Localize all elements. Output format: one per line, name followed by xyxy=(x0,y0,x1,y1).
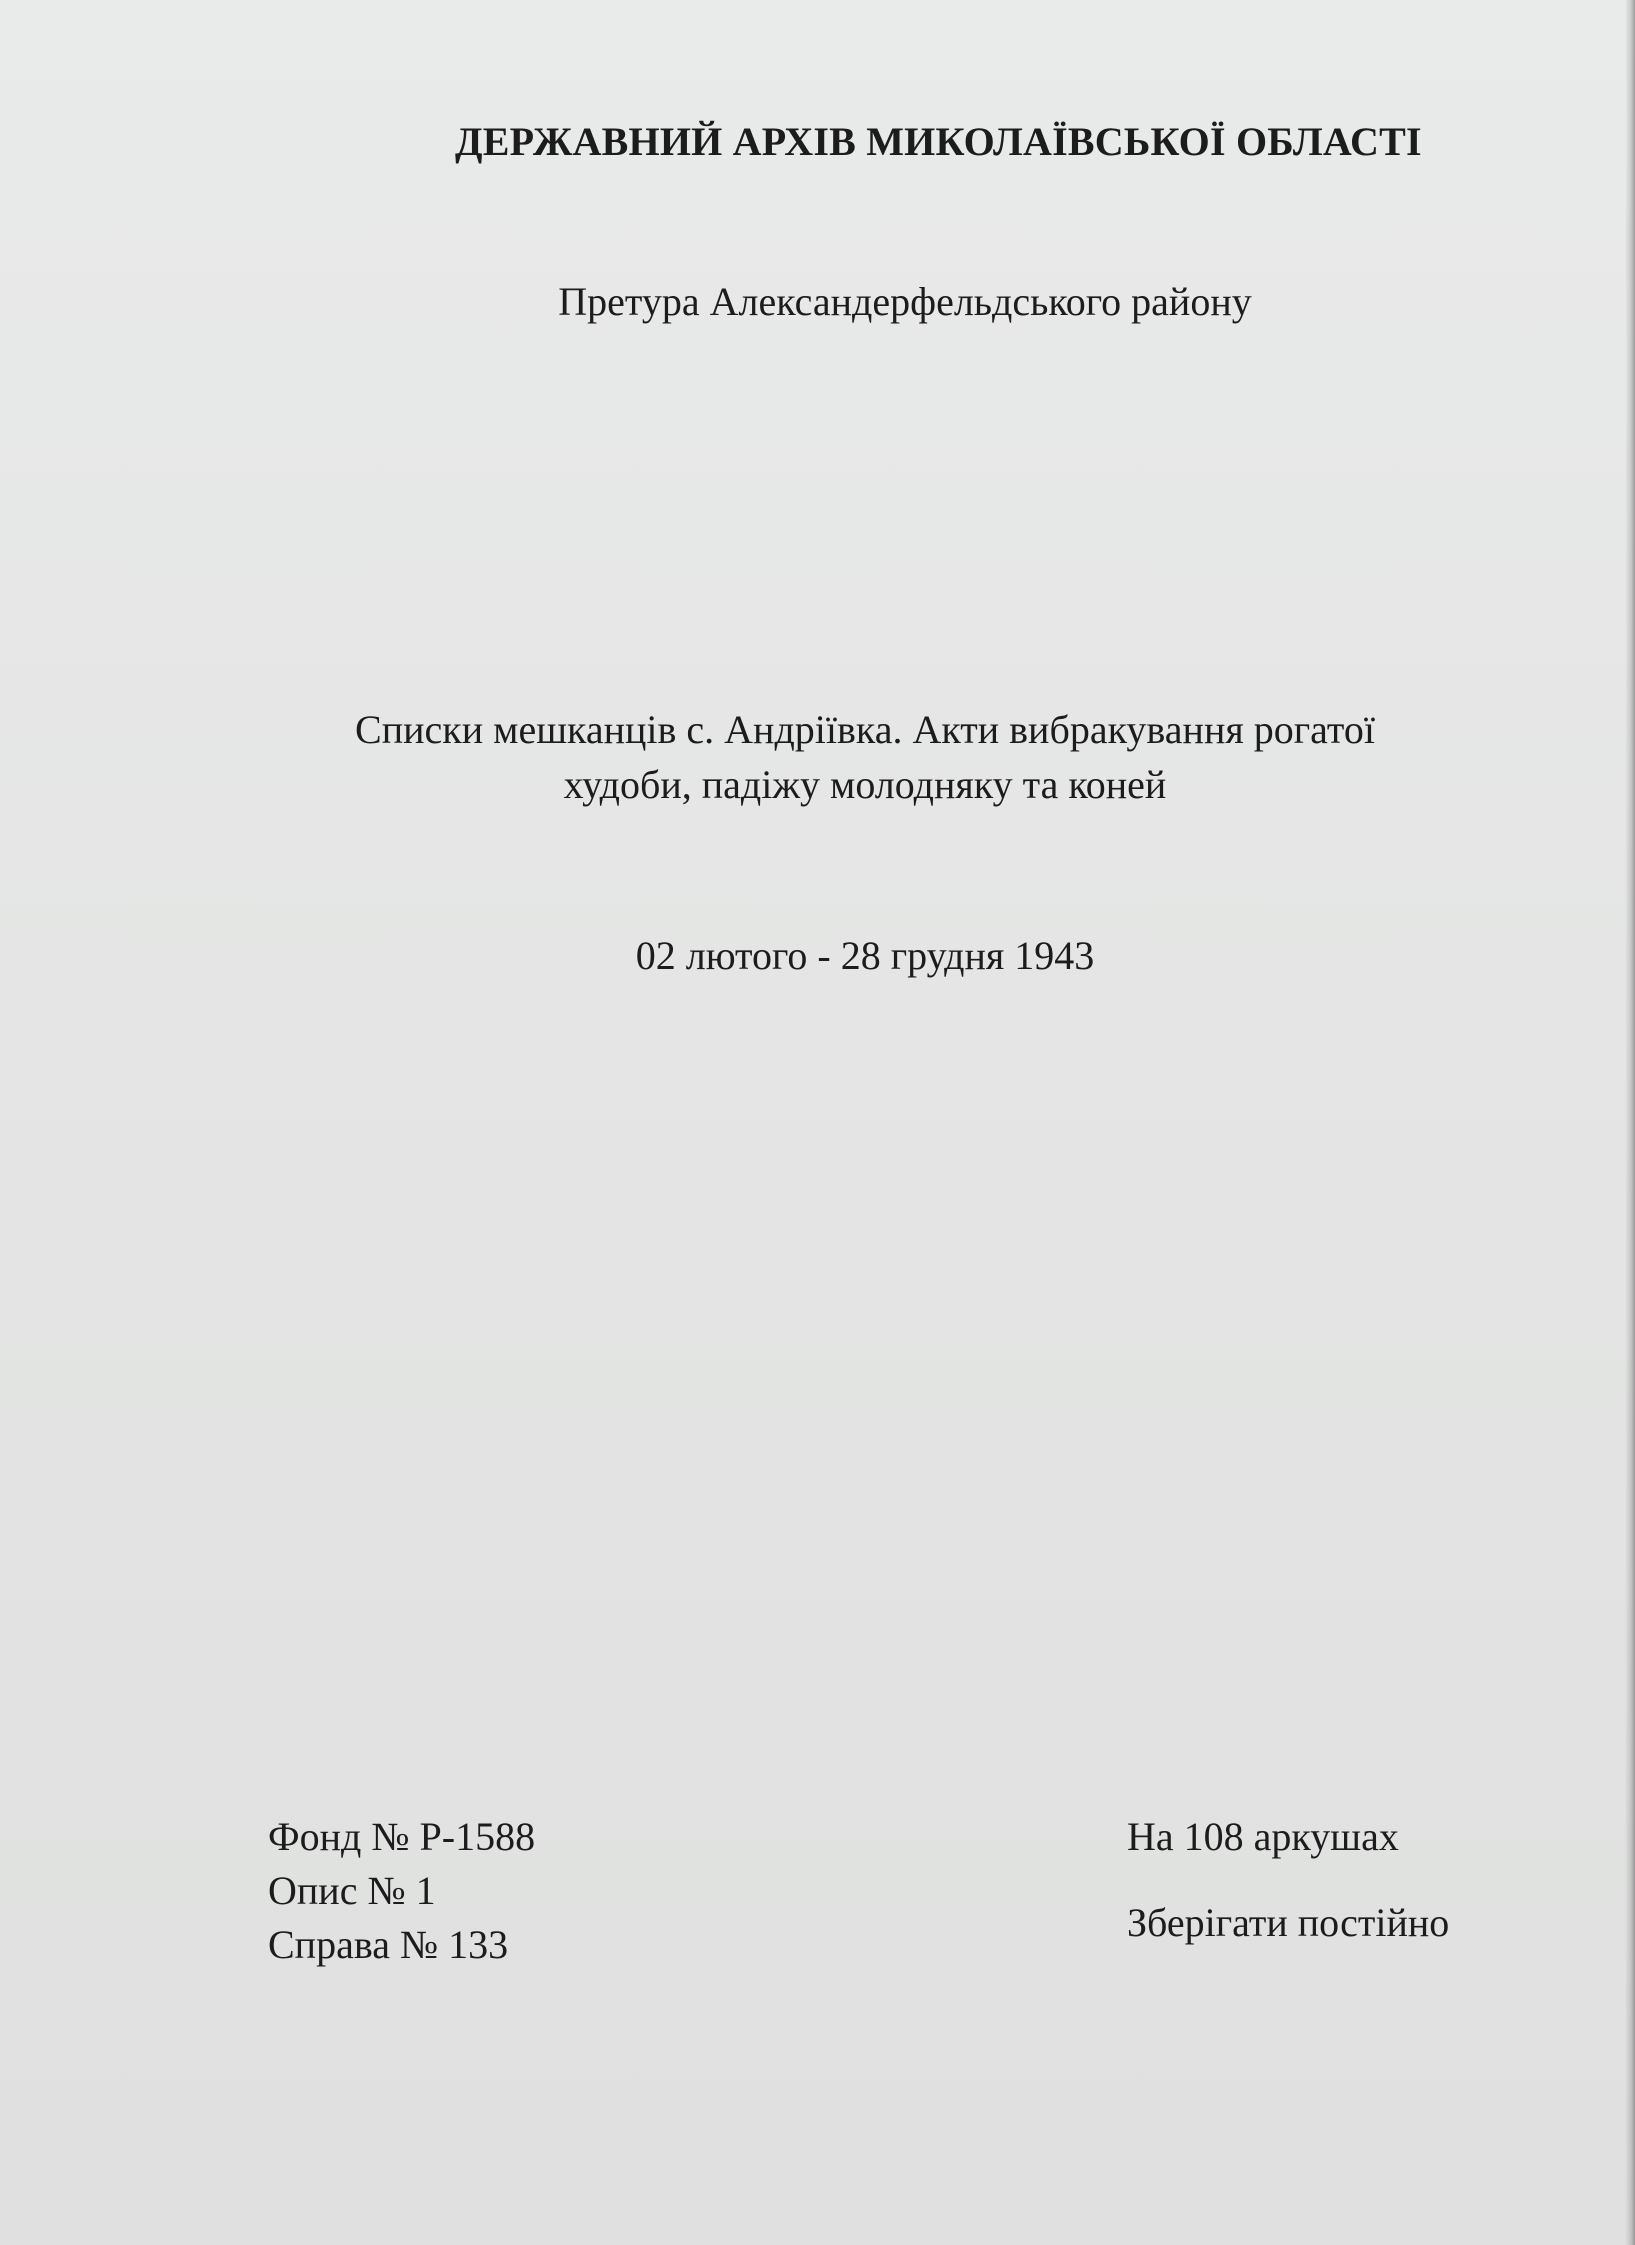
archive-header: ДЕРЖАВНИЙ АРХІВ МИКОЛАЇВСЬКОЇ ОБЛАСТІ xyxy=(455,119,1422,164)
retention-note: Зберігати постійно xyxy=(1127,1900,1450,1945)
case-description xyxy=(250,702,1480,812)
sprava-number: Справа № 133 xyxy=(268,1922,509,1967)
institution-name: Претура Александерфельдського району xyxy=(558,279,1252,324)
paper-edge-shadow xyxy=(1625,0,1635,2245)
archive-reference-block xyxy=(268,1810,535,1972)
sheet-count: На 108 аркушах xyxy=(1127,1814,1399,1859)
description-line: худоби, падіжу молодняку та коней xyxy=(563,762,1167,807)
opys-number: Опис № 1 xyxy=(268,1868,436,1913)
fond-number: Фонд № Р-1588 xyxy=(268,1814,536,1859)
description-line: Списки мешканців с. Андріївка. Акти вибракування рогатої xyxy=(355,707,1375,752)
date-range: 02 лютого - 28 грудня 1943 xyxy=(635,933,1095,978)
storage-info-block xyxy=(1127,1810,1449,1950)
